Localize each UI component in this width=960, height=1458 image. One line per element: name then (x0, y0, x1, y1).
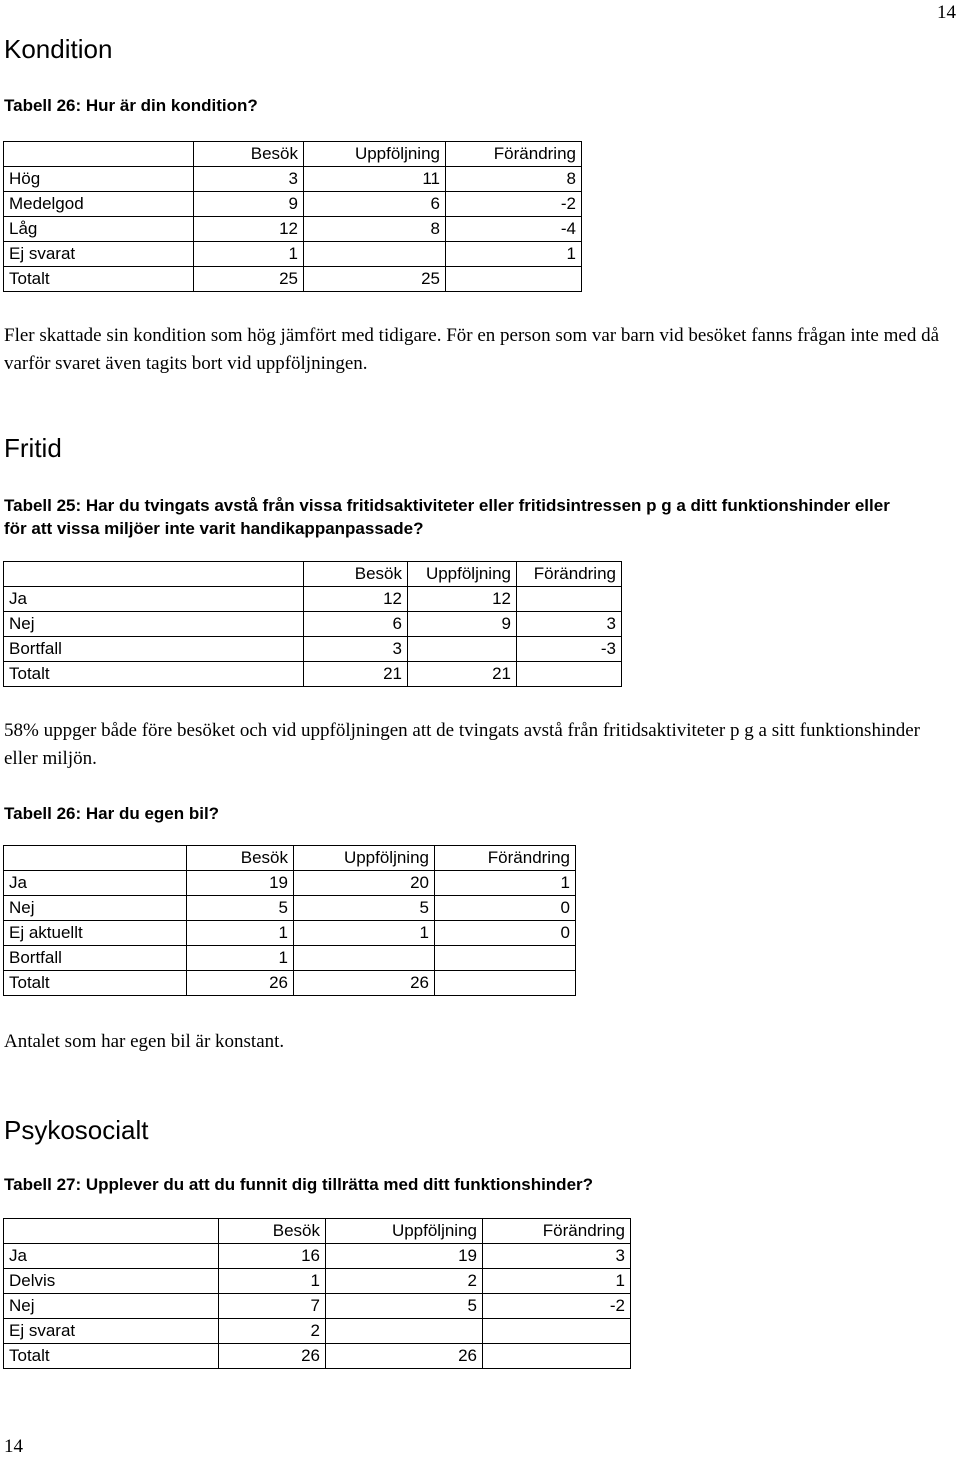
row-label-cell: Bortfall (4, 637, 304, 662)
value-cell (517, 662, 622, 687)
value-cell: 3 (483, 1244, 631, 1269)
value-cell: 1 (483, 1269, 631, 1294)
table-header-row (4, 1219, 631, 1244)
value-cell: 8 (446, 167, 582, 192)
table-row (4, 242, 582, 267)
table-row (4, 971, 576, 996)
paragraph-kondition: Fler skattade sin kondition som hög jämfört med tidigare. För en person som var barn vid besöket fanns frågan inte med då varför svaret även tagits bort vid uppföljningen. (4, 325, 940, 374)
value-cell (435, 946, 576, 971)
value-cell: 20 (294, 871, 435, 896)
table-row (4, 612, 622, 637)
value-cell: 6 (304, 612, 408, 637)
value-cell: 9 (408, 612, 517, 637)
table-psykosocialt (3, 1218, 631, 1369)
table-row (4, 217, 582, 242)
value-cell: 1 (187, 946, 294, 971)
header-cell: Uppföljning (326, 1219, 483, 1244)
value-cell: 8 (304, 217, 446, 242)
value-cell: 2 (219, 1319, 326, 1344)
value-cell: 1 (446, 242, 582, 267)
row-label-cell: Ej svarat (4, 242, 194, 267)
row-label-cell: Ja (4, 587, 304, 612)
row-label-cell: Nej (4, 1294, 219, 1319)
value-cell (483, 1319, 631, 1344)
row-label-cell: Ej svarat (4, 1319, 219, 1344)
table-caption-kondition: Tabell 26: Hur är din kondition? (4, 96, 258, 115)
row-label-cell: Totalt (4, 662, 304, 687)
value-cell: 19 (187, 871, 294, 896)
value-cell: 7 (219, 1294, 326, 1319)
section-heading-psykosocialt: Psykosocialt (4, 1115, 149, 1145)
value-cell: -2 (446, 192, 582, 217)
value-cell: 21 (304, 662, 408, 687)
value-cell: 3 (194, 167, 304, 192)
value-cell: 26 (187, 971, 294, 996)
table-header-row (4, 846, 576, 871)
section-heading-fritid: Fritid (4, 433, 62, 463)
paragraph-bil: Antalet som har egen bil är konstant. (4, 1031, 285, 1052)
table-row (4, 1269, 631, 1294)
table-row (4, 921, 576, 946)
row-label-cell: Totalt (4, 971, 187, 996)
value-cell: 26 (219, 1344, 326, 1369)
value-cell: 5 (294, 896, 435, 921)
row-label-cell: Bortfall (4, 946, 187, 971)
table-row (4, 167, 582, 192)
row-label-cell: Ja (4, 871, 187, 896)
table-bil (3, 845, 576, 996)
value-cell: 0 (435, 896, 576, 921)
value-cell: 1 (435, 871, 576, 896)
paragraph-fritid: 58% uppger både före besöket och vid uppföljningen att de tvingats avstå från fritidsaktiviteter p g a sitt funktionshinder eller miljön. (4, 720, 920, 769)
value-cell (408, 637, 517, 662)
header-cell: Besök (219, 1219, 326, 1244)
value-cell: 25 (304, 267, 446, 292)
header-cell: Besök (194, 142, 304, 167)
header-cell-empty (4, 562, 304, 587)
table-row (4, 871, 576, 896)
value-cell: 5 (187, 896, 294, 921)
table-caption-psykosocialt: Tabell 27: Upplever du att du funnit dig tillrätta med ditt funktionshinder? (4, 1175, 594, 1194)
value-cell: 1 (194, 242, 304, 267)
value-cell: 21 (408, 662, 517, 687)
table-row (4, 1319, 631, 1344)
table-row (4, 1294, 631, 1319)
table-row (4, 1244, 631, 1269)
value-cell (483, 1344, 631, 1369)
value-cell: 3 (304, 637, 408, 662)
value-cell: 19 (326, 1244, 483, 1269)
header-cell-empty (4, 142, 194, 167)
value-cell: 11 (304, 167, 446, 192)
value-cell: 12 (194, 217, 304, 242)
value-cell: 12 (304, 587, 408, 612)
header-cell: Förändring (517, 562, 622, 587)
table-header-row (4, 562, 622, 587)
value-cell (326, 1319, 483, 1344)
row-label-cell: Delvis (4, 1269, 219, 1294)
value-cell: 25 (194, 267, 304, 292)
header-cell-empty (4, 846, 187, 871)
row-label-cell: Ja (4, 1244, 219, 1269)
value-cell: 1 (219, 1269, 326, 1294)
table-kondition (3, 141, 582, 292)
value-cell (435, 971, 576, 996)
value-cell: 16 (219, 1244, 326, 1269)
table-row (4, 896, 576, 921)
value-cell: 12 (408, 587, 517, 612)
table-row (4, 1344, 631, 1369)
table-fritid (3, 561, 622, 687)
row-label-cell: Nej (4, 612, 304, 637)
row-label-cell: Totalt (4, 1344, 219, 1369)
value-cell: -4 (446, 217, 582, 242)
header-cell: Förändring (483, 1219, 631, 1244)
table-row (4, 946, 576, 971)
value-cell: 0 (435, 921, 576, 946)
table-row (4, 637, 622, 662)
header-cell: Uppföljning (408, 562, 517, 587)
header-cell-empty (4, 1219, 219, 1244)
row-label-cell: Nej (4, 896, 187, 921)
section-heading-kondition: Kondition (4, 34, 113, 64)
table-row (4, 267, 582, 292)
value-cell (446, 267, 582, 292)
table-caption-fritid: Tabell 25: Har du tvingats avstå från vissa fritidsaktiviteter eller fritidsintressen p g a ditt funktionshinder eller för att vissa miljöer inte varit handikappanpassade? (4, 496, 890, 538)
header-cell: Förändring (435, 846, 576, 871)
table-row (4, 662, 622, 687)
value-cell: 3 (517, 612, 622, 637)
value-cell: 6 (304, 192, 446, 217)
value-cell (517, 587, 622, 612)
value-cell: 26 (326, 1344, 483, 1369)
value-cell: 2 (326, 1269, 483, 1294)
value-cell: 1 (187, 921, 294, 946)
table-row (4, 192, 582, 217)
value-cell: -3 (517, 637, 622, 662)
row-label-cell: Hög (4, 167, 194, 192)
value-cell: 26 (294, 971, 435, 996)
table-row (4, 587, 622, 612)
header-cell: Besök (187, 846, 294, 871)
page-number-bottom: 14 (4, 1436, 23, 1457)
row-label-cell: Låg (4, 217, 194, 242)
row-label-cell: Ej aktuellt (4, 921, 187, 946)
value-cell: 1 (294, 921, 435, 946)
value-cell: 9 (194, 192, 304, 217)
header-cell: Uppföljning (294, 846, 435, 871)
value-cell (294, 946, 435, 971)
value-cell (304, 242, 446, 267)
row-label-cell: Medelgod (4, 192, 194, 217)
table-caption-bil: Tabell 26: Har du egen bil? (4, 804, 220, 823)
header-cell: Uppföljning (304, 142, 446, 167)
row-label-cell: Totalt (4, 267, 194, 292)
header-cell: Förändring (446, 142, 582, 167)
table-header-row (4, 142, 582, 167)
header-cell: Besök (304, 562, 408, 587)
value-cell: -2 (483, 1294, 631, 1319)
page-number-top: 14 (937, 2, 956, 23)
value-cell: 5 (326, 1294, 483, 1319)
